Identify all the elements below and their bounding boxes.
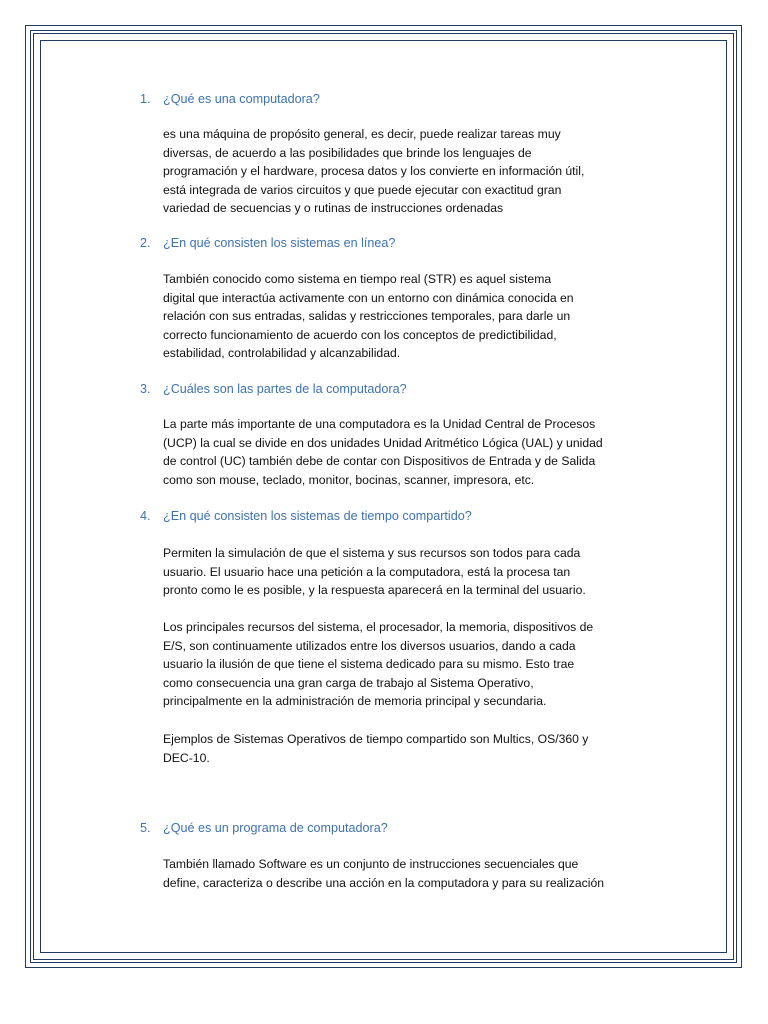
question-1-heading xyxy=(140,91,700,107)
text-line: programación y el hardware, procesa datos y los convierte en información útil, xyxy=(163,164,585,178)
question-3-number: 3. xyxy=(140,382,151,396)
text-line: correcto funcionamiento de acuerdo con los conceptos de predictibilidad, xyxy=(163,327,557,342)
answer-4-paragraph-3 xyxy=(163,730,683,767)
text-line: (UCP) la cual se divide en dos unidades Unidad Aritmético Lógica (UAL) y unidad xyxy=(163,435,603,450)
answer-5 xyxy=(163,855,683,892)
question-1-number: 1. xyxy=(140,92,151,106)
text-line: usuario. El usuario hace una petición a la computadora, está la procesa tan xyxy=(163,564,571,579)
text-line: También conocido como sistema en tiempo real (STR) es aquel sistema xyxy=(163,272,552,286)
text-line: Permiten la simulación de que el sistema y sus recursos son todos para cada xyxy=(163,546,581,560)
text-line: pronto como le es posible, y la respuesta aparecerá en la terminal del usuario. xyxy=(163,583,586,597)
question-3-text: ¿Cuáles son las partes de la computadora? xyxy=(163,382,407,396)
text-line: de control (UC) también debe de contar con Dispositivos de Entrada y de Salida xyxy=(163,454,596,468)
question-5-number: 5. xyxy=(140,821,151,835)
text-line: está integrada de varios circuitos y que puede ejecutar con exactitud gran xyxy=(163,182,562,197)
question-5-heading xyxy=(140,820,700,836)
text-line: diversas, de acuerdo a las posibilidades que brinde los lenguajes de xyxy=(163,145,532,160)
answer-3 xyxy=(163,415,683,489)
text-line: es una máquina de propósito general, es decir, puede realizar tareas muy xyxy=(163,127,561,141)
answer-1 xyxy=(163,125,683,218)
question-2-number: 2. xyxy=(140,236,151,250)
text-line: También llamado Software es un conjunto de instrucciones secuenciales que xyxy=(163,857,579,871)
question-3-heading xyxy=(140,381,700,397)
text-line: digital que interactúa activamente con un entorno con dinámica conocida en xyxy=(163,290,574,305)
text-line: DEC-10. xyxy=(163,750,210,765)
question-1-text: ¿Qué es una computadora? xyxy=(163,92,320,106)
question-2-text: ¿En qué consisten los sistemas en línea? xyxy=(163,236,396,250)
text-line: principalmente en la administración de memoria principal y secundaria. xyxy=(163,694,547,708)
text-line: relación con sus entradas, salidas y restricciones temporales, para darle un xyxy=(163,309,571,323)
text-line: define, caracteriza o describe una acción en la computadora y para su realización xyxy=(163,875,605,890)
text-line: usuario la ilusión de que tiene el sistema dedicado para su mismo. Esto trae xyxy=(163,657,575,671)
answer-4-paragraph-1 xyxy=(163,544,683,600)
text-line: Los principales recursos del sistema, el procesador, la memoria, dispositivos de xyxy=(163,620,594,634)
text-line: estabilidad, controlabilidad y alcanzabilidad. xyxy=(163,346,401,360)
question-5-text: ¿Qué es un programa de computadora? xyxy=(163,821,388,835)
text-line: como consecuencia una gran carga de trabajo al Sistema Operativo, xyxy=(163,675,534,690)
answer-2 xyxy=(163,270,683,363)
text-line: como son mouse, teclado, monitor, bocinas, scanner, impresora, etc. xyxy=(163,472,535,487)
text-line: Ejemplos de Sistemas Operativos de tiempo compartido son Multics, OS/360 y xyxy=(163,732,589,746)
text-line: E/S, son continuamente utilizados entre los diversos usuarios, dando a cada xyxy=(163,638,576,653)
text-line: variedad de secuencias y o rutinas de instrucciones ordenadas xyxy=(163,201,504,215)
question-2-heading xyxy=(140,235,700,251)
question-4-number: 4. xyxy=(140,509,151,523)
question-4-text: ¿En qué consisten los sistemas de tiempo compartido? xyxy=(163,509,472,523)
question-4-heading xyxy=(140,508,700,524)
answer-4-paragraph-2 xyxy=(163,618,683,711)
text-line: La parte más importante de una computadora es la Unidad Central de Procesos xyxy=(163,417,596,431)
